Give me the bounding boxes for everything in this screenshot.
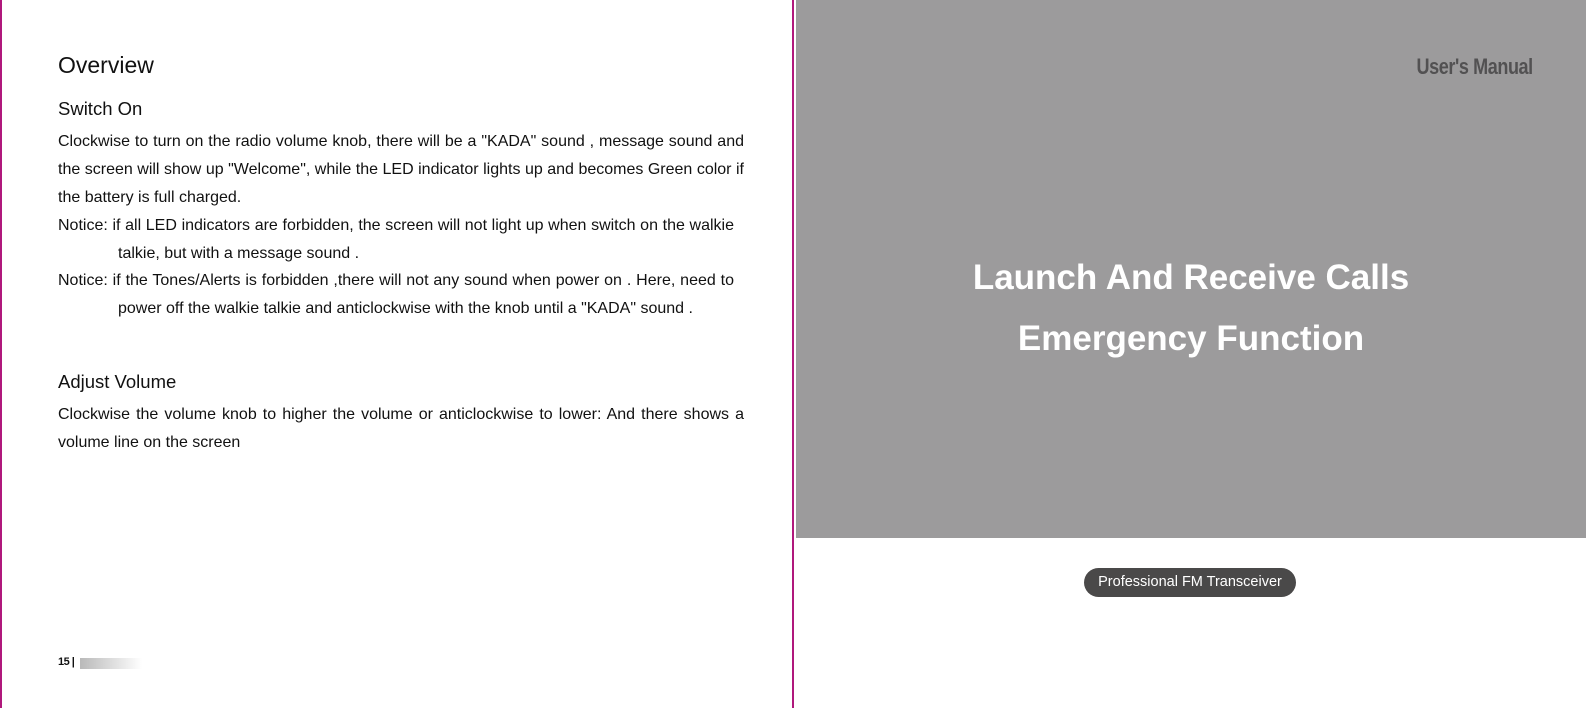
page-number: 15 | [58, 656, 75, 668]
page-number-bar [80, 658, 142, 669]
title-launch-receive: Launch And Receive Calls [972, 258, 1410, 297]
title-emergency: Emergency Function [1017, 319, 1365, 358]
switch-on-paragraph: Clockwise to turn on the radio volume knob, there will be a "KADA" sound , message sound and the screen will show up "Welcome", while the LED indicator lights up and becomes Green color if the battery is full charged. [58, 133, 744, 206]
brand-label: User's Manual [1416, 54, 1533, 79]
section-title-adjust-volume: Adjust Volume [58, 371, 177, 392]
cover-panel [796, 0, 1586, 538]
page-heading: Overview [58, 52, 154, 78]
notice-tones: Notice: if the Tones/Alerts is forbidden ,there will not any sound when power on . Here, need to power off the walkie talkie and anticlockwise with the knob until a "KADA" sound . [58, 272, 734, 317]
tagline-badge: Professional FM Transceiver [1084, 568, 1296, 597]
right-page [796, 0, 1586, 708]
notice-led: Notice: if all LED indicators are forbidden, the screen will not light up when switch on the walkie talkie, but with a message sound . [58, 217, 734, 262]
adjust-volume-paragraph: Clockwise the volume knob to higher the volume or anticlockwise to lower: And there shows a volume line on the screen [58, 406, 744, 451]
section-title-switch-on: Switch On [58, 98, 143, 119]
